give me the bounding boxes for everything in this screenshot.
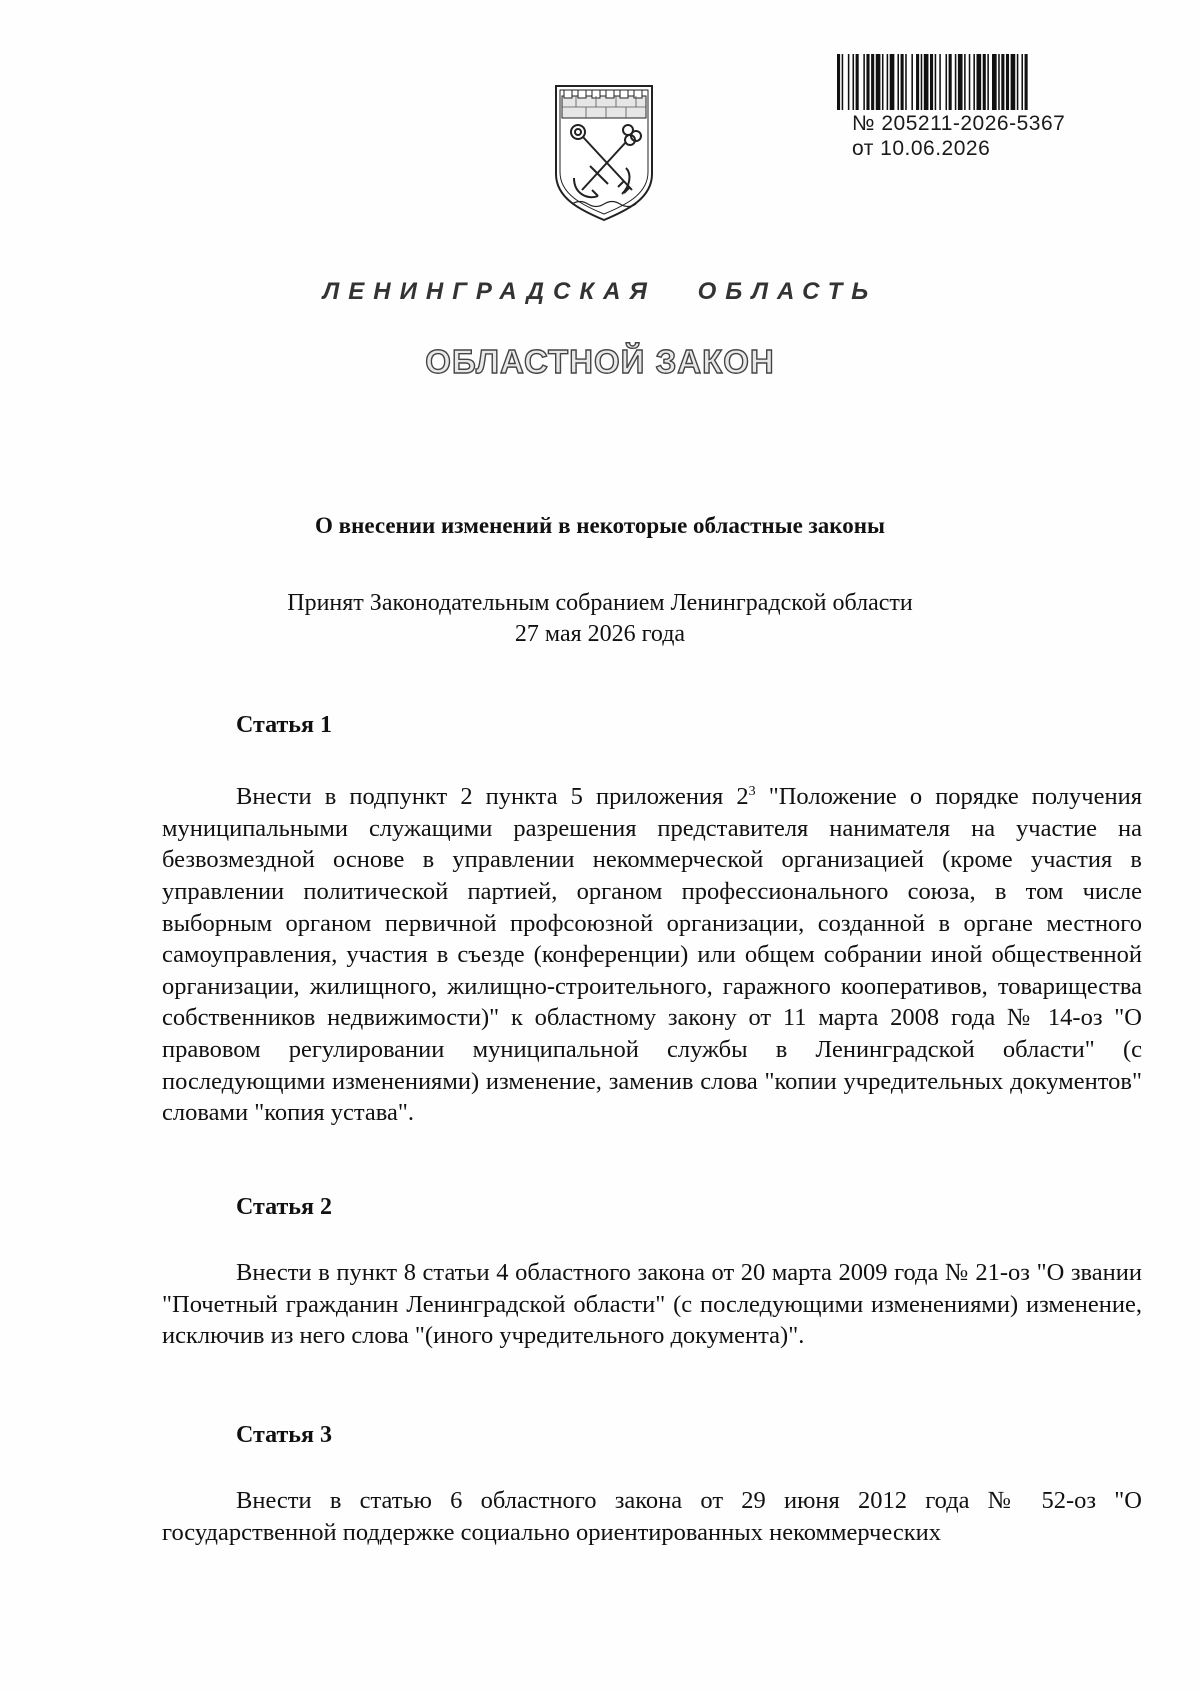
barcode-bar: [1021, 54, 1023, 110]
barcode-bar: [935, 54, 937, 110]
barcode-bar: [992, 54, 997, 110]
barcode: [836, 54, 1092, 110]
barcode-bar: [921, 54, 923, 110]
barcode-bar: [871, 54, 874, 110]
article-body: [162, 776, 1142, 1129]
barcode-bar: [1011, 54, 1016, 110]
barcode-bar: [955, 54, 957, 110]
barcode-bar: [969, 54, 971, 110]
barcode-bar: [837, 54, 840, 110]
adoption-line: Принят Законодательным собранием Ленинградской области: [287, 590, 913, 616]
barcode-bar: [930, 54, 933, 110]
barcode-bar: [887, 54, 889, 110]
coat-of-arms-emblem: [552, 82, 656, 222]
barcode-bar: [924, 54, 929, 110]
barcode-bar: [939, 54, 941, 110]
region-name: ЛЕНИНГРАДСКАЯ ОБЛАСТЬ: [322, 278, 878, 305]
article-text: "Положение о порядке получения муниципальными служащими разрешения представителя нанимателя на участие на безвозмездной основе в управлении некоммерческой организацией (кроме участия в управлении политической партией, органом профессионального союза, в том числе выборным органом первичной профсоюзной организации, созданной в органе местного самоуправления, участия в съезде (конференции) или общем собрании иной общественной организации, жилищного, жилищно-строительного, гаражного кооперативов, товарищества собственников недвижимости)" к областному закону от 11 марта 2008 года № 14-оз "О правовом регулировании муниципальной службы в Ленинградской области" (с последующими изменениями) изменение, заменив слова "копии учредительных документов" словами "копия устава".: [162, 783, 1142, 1127]
registration-number: № 205211-2026-5367: [852, 112, 1066, 135]
barcode-bar: [964, 54, 966, 110]
article-body: Внести в пункт 8 статьи 4 областного закона от 20 марта 2009 года № 21-оз "О звании "Почетный гражданин Ленинградской области" (с последующими изменениями) изменение, исключив из него слова "(иного учредительного документа)".: [162, 1259, 1142, 1350]
adoption-info: [0, 588, 1200, 650]
article-heading: Статья 3: [236, 1422, 332, 1448]
barcode-bar: [1025, 54, 1028, 110]
adoption-date: 27 мая 2026 года: [514, 621, 686, 647]
barcode-bar: [856, 54, 859, 110]
barcode-bar: [973, 54, 975, 110]
article-body: Внести в статью 6 областного закона от 29 июня 2012 года № 52-оз "О государственной поддержке социально ориентированных некоммерческих: [162, 1487, 1142, 1546]
barcode-bar: [863, 54, 865, 110]
barcode-bar: [882, 54, 884, 110]
barcode-bar: [876, 54, 881, 110]
barcode-bar: [848, 54, 850, 110]
barcode-bar: [998, 54, 1000, 110]
article-text: Внести в подпункт 2 пункта 5 приложения 2: [236, 783, 749, 811]
document-type-heading: ОБЛАСТНОЙ ЗАКОН: [425, 343, 775, 380]
article-heading: Статья 2: [236, 1194, 332, 1220]
barcode-bar: [1006, 54, 1009, 110]
barcode-bar: [958, 54, 963, 110]
barcode-bar: [949, 54, 952, 110]
barcode-bar: [911, 54, 913, 110]
barcode-bar: [987, 54, 989, 110]
barcode-bar: [946, 54, 948, 110]
barcode-bar: [905, 54, 907, 110]
barcode-bar: [916, 54, 919, 110]
article-heading: Статья 1: [236, 712, 332, 738]
barcode-bar: [866, 54, 869, 110]
barcode-bar: [977, 54, 982, 110]
law-title: О внесении изменений в некоторые областные законы: [315, 513, 885, 538]
barcode-bar: [901, 54, 904, 110]
barcode-bar: [983, 54, 986, 110]
registration-date: от 10.06.2026: [852, 137, 991, 160]
barcode-bar: [853, 54, 855, 110]
superscript: 3: [748, 784, 756, 799]
barcode-bar: [842, 54, 844, 110]
barcode-bar: [1001, 54, 1004, 110]
barcode-bar: [1017, 54, 1019, 110]
barcode-bar: [897, 54, 899, 110]
barcode-bar: [890, 54, 895, 110]
